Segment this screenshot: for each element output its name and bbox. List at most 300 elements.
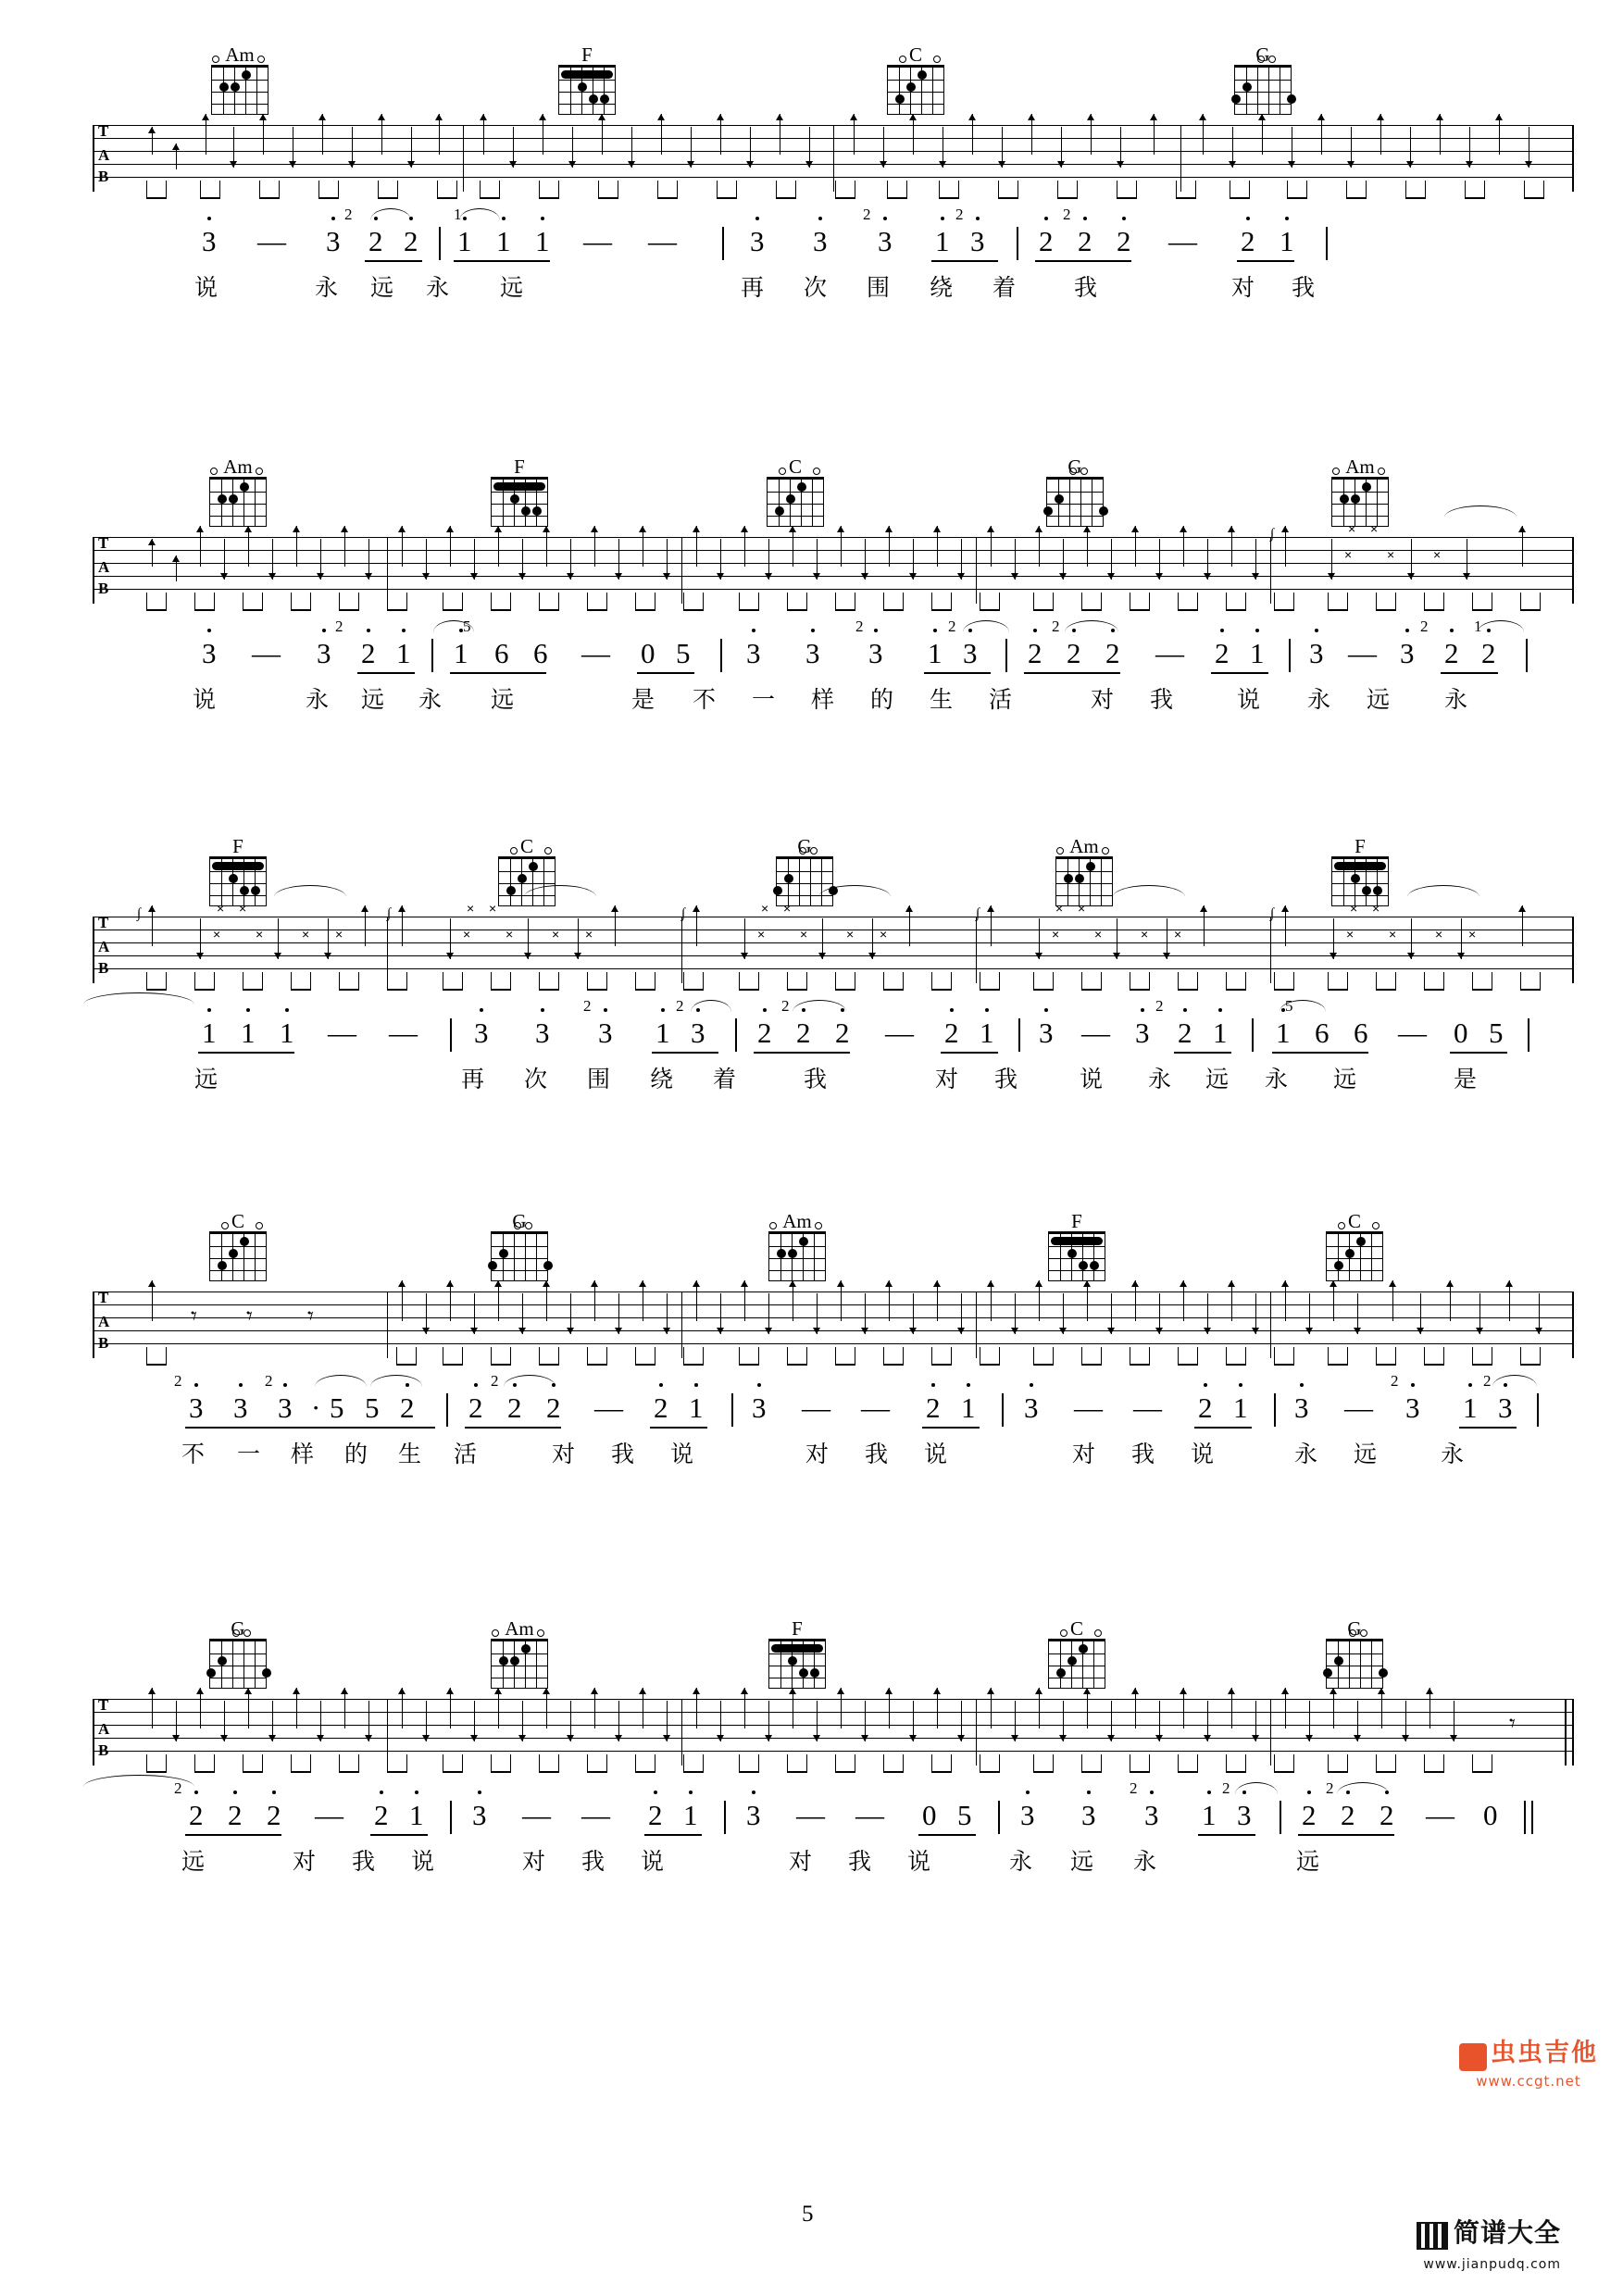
strum-down-arrow: [317, 539, 325, 580]
lyric-syllable: 的: [344, 1441, 368, 1467]
strum-up-arrow: [1131, 1688, 1140, 1728]
note: 1: [457, 227, 472, 256]
lyric-syllable: 说: [924, 1441, 948, 1467]
lyric-syllable: 永: [1148, 1066, 1172, 1092]
strum-down-arrow: [1204, 1293, 1212, 1334]
strum-down-arrow: [1107, 1701, 1116, 1741]
note: —: [885, 1017, 914, 1049]
strum-up-arrow: [1035, 526, 1043, 567]
note: —: [581, 637, 610, 669]
lyric-syllable: 一: [752, 686, 776, 713]
barline: [1252, 1018, 1254, 1052]
note: 1: [454, 639, 468, 668]
note: 3: [746, 1801, 761, 1829]
strum-up-arrow: [717, 114, 725, 155]
lyric-syllable: 我: [994, 1066, 1018, 1092]
strum-down-arrow: [1535, 1293, 1543, 1334]
note: —: [594, 1391, 623, 1424]
strum-up-arrow: [172, 555, 181, 581]
mute-x-mark: ×: [1372, 901, 1380, 916]
lyric-syllable: 着: [993, 274, 1017, 301]
strum-up-arrow: [639, 526, 647, 567]
strum-down-arrow: [348, 127, 356, 168]
strum-down-arrow: [805, 127, 814, 168]
page-number: 5: [802, 2202, 814, 2227]
strum-up-arrow: [639, 1280, 647, 1321]
mute-x-mark: ×: [1387, 547, 1395, 562]
note: 2: [374, 1801, 389, 1829]
strum-down-arrow: [687, 127, 695, 168]
strum-down-arrow: [1476, 1293, 1484, 1334]
note: 3: [1309, 639, 1324, 668]
strum-up-arrow: [1087, 114, 1095, 155]
jianpudaquan-name: 简谱大全: [1454, 2217, 1562, 2248]
note: 6: [1315, 1017, 1330, 1049]
tab-staff: [93, 521, 1574, 604]
strum-down-arrow: [220, 1701, 229, 1741]
strum-up-arrow: [378, 114, 386, 155]
lyrics-row: [0, 1442, 1623, 1498]
mute-x-mark: ×: [1174, 927, 1182, 942]
strum-down-arrow: [663, 1701, 671, 1741]
note: 1: [1233, 1393, 1248, 1422]
grace-note: 2: [1155, 997, 1164, 1015]
note: 1: [1280, 227, 1294, 256]
strum-up-arrow: [933, 1688, 942, 1728]
lyric-syllable: 永: [1307, 686, 1331, 713]
lyric-syllable: 围: [867, 274, 891, 301]
strum-down-arrow: [909, 1293, 918, 1334]
strum-up-arrow: [1378, 1688, 1386, 1728]
strum-up-arrow: [293, 1688, 301, 1728]
note: 3: [326, 227, 341, 256]
note: 2: [546, 1393, 561, 1422]
mute-x-mark: ×: [1344, 547, 1353, 562]
strum-up-arrow: [196, 1688, 205, 1728]
note: 2: [189, 1801, 204, 1829]
arpeggio-squiggle: ∫: [976, 906, 980, 921]
mute-x-mark: ×: [467, 901, 475, 916]
strum-up-arrow: [885, 1280, 893, 1321]
strum-down-arrow: [939, 127, 947, 168]
note: 3: [1039, 1018, 1054, 1047]
strum-down-arrow: [909, 539, 918, 580]
strum-up-arrow: [172, 144, 181, 169]
note: —: [802, 1391, 830, 1424]
strum-up-arrow: [1436, 114, 1444, 155]
strum-down-arrow: [407, 127, 416, 168]
note: 2: [757, 1018, 772, 1047]
strum-up-arrow: [1150, 114, 1158, 155]
lyric-syllable: 一: [237, 1441, 261, 1467]
lyric-syllable: 我: [581, 1848, 606, 1875]
chord-diagram-am: [761, 1211, 833, 1281]
mute-x-mark: ×: [1078, 901, 1086, 916]
lyric-syllable: 远: [1070, 1848, 1094, 1875]
strum-up-arrow: [244, 526, 253, 567]
strum-up-arrow: [1518, 905, 1527, 946]
strum-up-arrow: [1317, 114, 1326, 155]
lyric-syllable: 是: [631, 686, 655, 713]
chord-grid: [768, 1231, 826, 1281]
strum-down-arrow: [1204, 1701, 1212, 1741]
strum-up-arrow: [1281, 1280, 1290, 1321]
lyric-syllable: 永: [1265, 1066, 1289, 1092]
note: 3: [746, 639, 761, 668]
strum-up-arrow: [398, 905, 406, 946]
note: —: [1426, 1799, 1454, 1831]
mute-x-mark: ×: [489, 901, 497, 916]
lyric-syllable: 我: [865, 1441, 889, 1467]
rhythm-beams: [146, 1754, 1572, 1773]
chord-name: Am: [782, 1210, 812, 1232]
strum-up-arrow: [446, 526, 455, 567]
strum-down-arrow: [268, 1701, 277, 1741]
strum-up-arrow: [1281, 905, 1290, 946]
chord-diagram-f: [551, 44, 623, 115]
grace-note: 2: [174, 1372, 182, 1390]
note: 3: [1400, 639, 1415, 668]
note: 1: [396, 639, 411, 668]
note: 2: [1481, 639, 1496, 668]
strum-up-arrow: [494, 526, 503, 567]
strum-up-arrow: [598, 114, 606, 155]
chord-diagram-c: [759, 456, 831, 527]
lyric-syllable: 说: [193, 686, 217, 713]
strum-down-arrow: [1204, 539, 1212, 580]
note: 2: [1105, 639, 1120, 668]
grace-note: 2: [948, 618, 956, 635]
strum-up-arrow: [850, 114, 858, 155]
note: 3: [813, 227, 828, 256]
tab-letter-b: B: [98, 1741, 109, 1759]
mute-x-mark: ×: [1433, 547, 1442, 562]
barline: [446, 1393, 448, 1427]
note: 3: [1144, 1801, 1159, 1829]
lyric-syllable: 活: [989, 686, 1013, 713]
strum-up-arrow: [1180, 526, 1188, 567]
tab-letter-t: T: [98, 914, 109, 931]
grace-note: 2: [1326, 1779, 1334, 1797]
grace-note: 1: [454, 206, 462, 223]
barline: [1005, 639, 1007, 672]
note: 2: [404, 227, 418, 256]
strum-up-arrow: [446, 1688, 455, 1728]
system-5: [0, 1611, 1623, 1875]
tab-letter-b: B: [98, 168, 109, 185]
note: 5: [365, 1391, 380, 1424]
lyric-syllable: 再: [461, 1066, 485, 1092]
strum-down-arrow: [1457, 918, 1466, 959]
mute-x-mark: ×: [1468, 927, 1477, 942]
lyric-syllable: 次: [804, 274, 828, 301]
note: —: [1344, 1391, 1373, 1424]
strum-down-arrow: [1035, 918, 1043, 959]
barline: [1531, 1801, 1533, 1834]
strum-up-arrow: [741, 1688, 749, 1728]
barline: [1526, 639, 1528, 672]
rest-symbol: 𝄾: [307, 1303, 314, 1329]
chord-grid: [558, 65, 616, 115]
chord-name: G: [512, 1210, 527, 1232]
chord-diagram-f: [1041, 1211, 1113, 1281]
chord-name: Am: [225, 44, 255, 66]
strum-up-arrow: [148, 1688, 156, 1728]
barline: [735, 1018, 737, 1052]
strum-down-arrow: [1163, 918, 1171, 959]
rest-symbol: 𝄾: [191, 1303, 197, 1329]
strum-down-arrow: [615, 1701, 623, 1741]
strum-down-arrow: [746, 127, 755, 168]
mute-x-mark: ×: [506, 927, 514, 942]
grace-note: 2: [1391, 1372, 1399, 1390]
note: 1: [683, 1801, 698, 1829]
note: 2: [1380, 1801, 1394, 1829]
strum-down-arrow: [717, 1701, 725, 1741]
strum-up-arrow: [1389, 1280, 1397, 1321]
strum-down-arrow: [567, 539, 575, 580]
system-2: [0, 449, 1623, 713]
note: 2: [1215, 639, 1230, 668]
mute-x-mark: ×: [1435, 927, 1443, 942]
strum-up-arrow: [789, 1280, 797, 1321]
chord-diagram-c: [202, 1211, 274, 1281]
chord-name: Am: [223, 455, 253, 478]
strum-down-arrow: [1347, 127, 1355, 168]
strum-down-arrow: [818, 918, 827, 959]
chord-grid: [1046, 477, 1104, 527]
strum-up-arrow: [1083, 526, 1092, 567]
lyric-syllable: 我: [611, 1441, 635, 1467]
note: 1: [689, 1393, 704, 1422]
strum-down-arrow: [1107, 539, 1116, 580]
strum-down-arrow: [524, 918, 532, 959]
mute-x-mark: ×: [585, 927, 593, 942]
note: 3: [868, 639, 883, 668]
lyric-syllable: 永: [1133, 1848, 1157, 1875]
mute-x-mark: ×: [1094, 927, 1103, 942]
chord-name: F: [514, 455, 525, 478]
chord-name: F: [1071, 1210, 1082, 1232]
strum-down-arrow: [470, 539, 479, 580]
note: 3: [1498, 1393, 1513, 1422]
chord-name: G: [231, 1617, 245, 1640]
lyric-syllable: 对: [789, 1848, 813, 1875]
strum-down-arrow: [1466, 127, 1474, 168]
strum-down-arrow: [1417, 1293, 1425, 1334]
chord-grid: [767, 477, 824, 527]
strum-down-arrow: [1407, 539, 1416, 580]
mute-x-mark: ×: [1055, 901, 1064, 916]
watermark-ccgt: [1459, 2032, 1598, 2090]
note: 1: [1213, 1018, 1228, 1047]
strum-down-arrow: [957, 539, 966, 580]
note: 1: [496, 227, 511, 256]
barline: [450, 1801, 452, 1834]
grace-note: 2: [174, 1779, 182, 1797]
note: 3: [805, 639, 820, 668]
note: —: [389, 1017, 418, 1049]
barline: [1326, 227, 1328, 260]
tab-letter-t: T: [98, 534, 109, 552]
lyric-syllable: 对: [935, 1066, 959, 1092]
grace-note: 5: [463, 618, 471, 635]
note: 3: [970, 227, 985, 256]
grace-note: 2: [1420, 618, 1429, 635]
note: 1: [961, 1393, 976, 1422]
chord-diagram-c: [880, 44, 952, 115]
barline: [1524, 1801, 1526, 1834]
strum-up-arrow: [693, 1280, 701, 1321]
chord-grid: [1331, 856, 1389, 906]
strum-up-arrow: [1330, 1280, 1338, 1321]
note: 1: [1202, 1801, 1217, 1829]
note: 1: [1276, 1018, 1291, 1047]
strum-up-arrow: [1505, 1280, 1514, 1321]
note: 3: [1135, 1018, 1150, 1047]
note: —: [1398, 1017, 1427, 1049]
note: 2: [944, 1018, 959, 1047]
lyric-syllable: 说: [1080, 1066, 1104, 1092]
chord-name: G: [1067, 455, 1082, 478]
chord-grid: [1326, 1231, 1383, 1281]
ccgt-url: www.ccgt.net: [1476, 2073, 1581, 2090]
strum-down-arrow: [1354, 1293, 1362, 1334]
mute-x-mark: ×: [1370, 521, 1379, 536]
rhythm-beams: [146, 181, 1572, 199]
strum-down-arrow: [1059, 1293, 1067, 1334]
note: 2: [1028, 639, 1042, 668]
strum-down-arrow: [1252, 1701, 1260, 1741]
strum-up-arrow: [494, 1688, 503, 1728]
tab-letter-b: B: [98, 959, 109, 977]
chord-diagram-f: [202, 836, 274, 906]
strum-down-arrow: [518, 1701, 527, 1741]
tab-letter-a: A: [98, 558, 110, 576]
lyric-syllable: 再: [741, 274, 765, 301]
grace-note: 2: [781, 997, 790, 1015]
grace-note: 2: [676, 997, 684, 1015]
note: 2: [796, 1018, 811, 1047]
note: 6: [533, 637, 548, 669]
strum-up-arrow: [1426, 1688, 1434, 1728]
chord-name: C: [908, 44, 922, 66]
lyric-syllable: 围: [587, 1066, 611, 1092]
strum-up-arrow: [1180, 1280, 1188, 1321]
strum-down-arrow: [422, 539, 431, 580]
tab-letter-a: A: [98, 1720, 110, 1738]
chord-name: Am: [1345, 455, 1375, 478]
strum-down-arrow: [741, 918, 749, 959]
strum-down-arrow: [268, 539, 277, 580]
strum-up-arrow: [1131, 1280, 1140, 1321]
note: 3: [202, 639, 217, 668]
note: —: [648, 225, 677, 257]
strum-up-arrow: [202, 114, 210, 155]
grace-note: 2: [1063, 206, 1071, 223]
barline: [1528, 1018, 1529, 1052]
chord-grid: [498, 856, 556, 906]
chord-name: C: [231, 1210, 244, 1232]
lyric-syllable: 永: [1441, 1441, 1465, 1467]
strum-down-arrow: [567, 1701, 575, 1741]
note: —: [1133, 1391, 1162, 1424]
strum-up-arrow: [1131, 526, 1140, 567]
arpeggio-squiggle: ∫: [681, 906, 686, 921]
chord-grid: [491, 477, 548, 527]
chord-grid: [491, 1231, 548, 1281]
strum-up-arrow: [341, 1688, 349, 1728]
chord-grid: [209, 477, 267, 527]
strum-up-arrow: [318, 114, 327, 155]
strum-down-arrow: [1252, 539, 1260, 580]
strum-down-arrow: [568, 127, 577, 168]
chord-diagram-g: [1227, 44, 1299, 115]
strum-up-arrow: [1180, 1688, 1188, 1728]
watermark-jianpudaquan: [1417, 2213, 1561, 2272]
strum-up-arrow: [657, 114, 666, 155]
tab-letter-b: B: [98, 580, 109, 597]
strum-down-arrow: [1059, 539, 1067, 580]
mute-x-mark: ×: [463, 927, 471, 942]
mute-x-mark: ×: [1346, 927, 1355, 942]
grace-note: 2: [583, 997, 592, 1015]
strum-down-arrow: [868, 918, 877, 959]
strum-up-arrow: [693, 1688, 701, 1728]
lyric-syllable: 远: [194, 1066, 218, 1092]
chord-grid: [209, 1639, 267, 1689]
strum-down-arrow: [509, 127, 518, 168]
note: 3: [1081, 1801, 1096, 1829]
lyric-syllable: 我: [1150, 686, 1174, 713]
note: 3: [278, 1393, 293, 1422]
note: 1: [280, 1018, 294, 1047]
chord-grid: [211, 65, 268, 115]
system-3: [0, 829, 1623, 1092]
strum-up-arrow: [837, 1688, 845, 1728]
lyric-syllable: 永: [426, 274, 450, 301]
note: 5: [957, 1799, 972, 1831]
note: 1: [655, 1018, 670, 1047]
strum-up-arrow: [1228, 526, 1236, 567]
chord-name: C: [1347, 1210, 1361, 1232]
chord-grid: [1048, 1231, 1105, 1281]
mute-x-mark: ×: [761, 901, 769, 916]
note: 2: [1198, 1393, 1213, 1422]
chord-diagram-am: [204, 44, 276, 115]
chord-grid: [887, 65, 944, 115]
strum-down-arrow: [717, 1293, 725, 1334]
strum-down-arrow: [880, 127, 888, 168]
strum-down-arrow: [1011, 1701, 1019, 1741]
grace-note: 2: [344, 206, 353, 223]
rhythm-beams: [146, 593, 1572, 611]
barline: [1289, 639, 1291, 672]
chord-name: G: [1255, 44, 1270, 66]
strum-down-arrow: [422, 1293, 431, 1334]
lyric-syllable: 对: [293, 1848, 317, 1875]
rest-symbol: 𝄾: [1509, 1710, 1516, 1737]
note: 2: [1444, 639, 1459, 668]
note: 0: [922, 1799, 937, 1831]
jianpudaquan-url: www.jianpudq.com: [1423, 2256, 1562, 2272]
lyric-syllable: 永: [1294, 1441, 1318, 1467]
lyric-syllable: 远: [181, 1848, 206, 1875]
strum-down-arrow: [1406, 127, 1415, 168]
strum-up-arrow: [1495, 114, 1504, 155]
strum-up-arrow: [741, 526, 749, 567]
strum-down-arrow: [518, 1293, 527, 1334]
